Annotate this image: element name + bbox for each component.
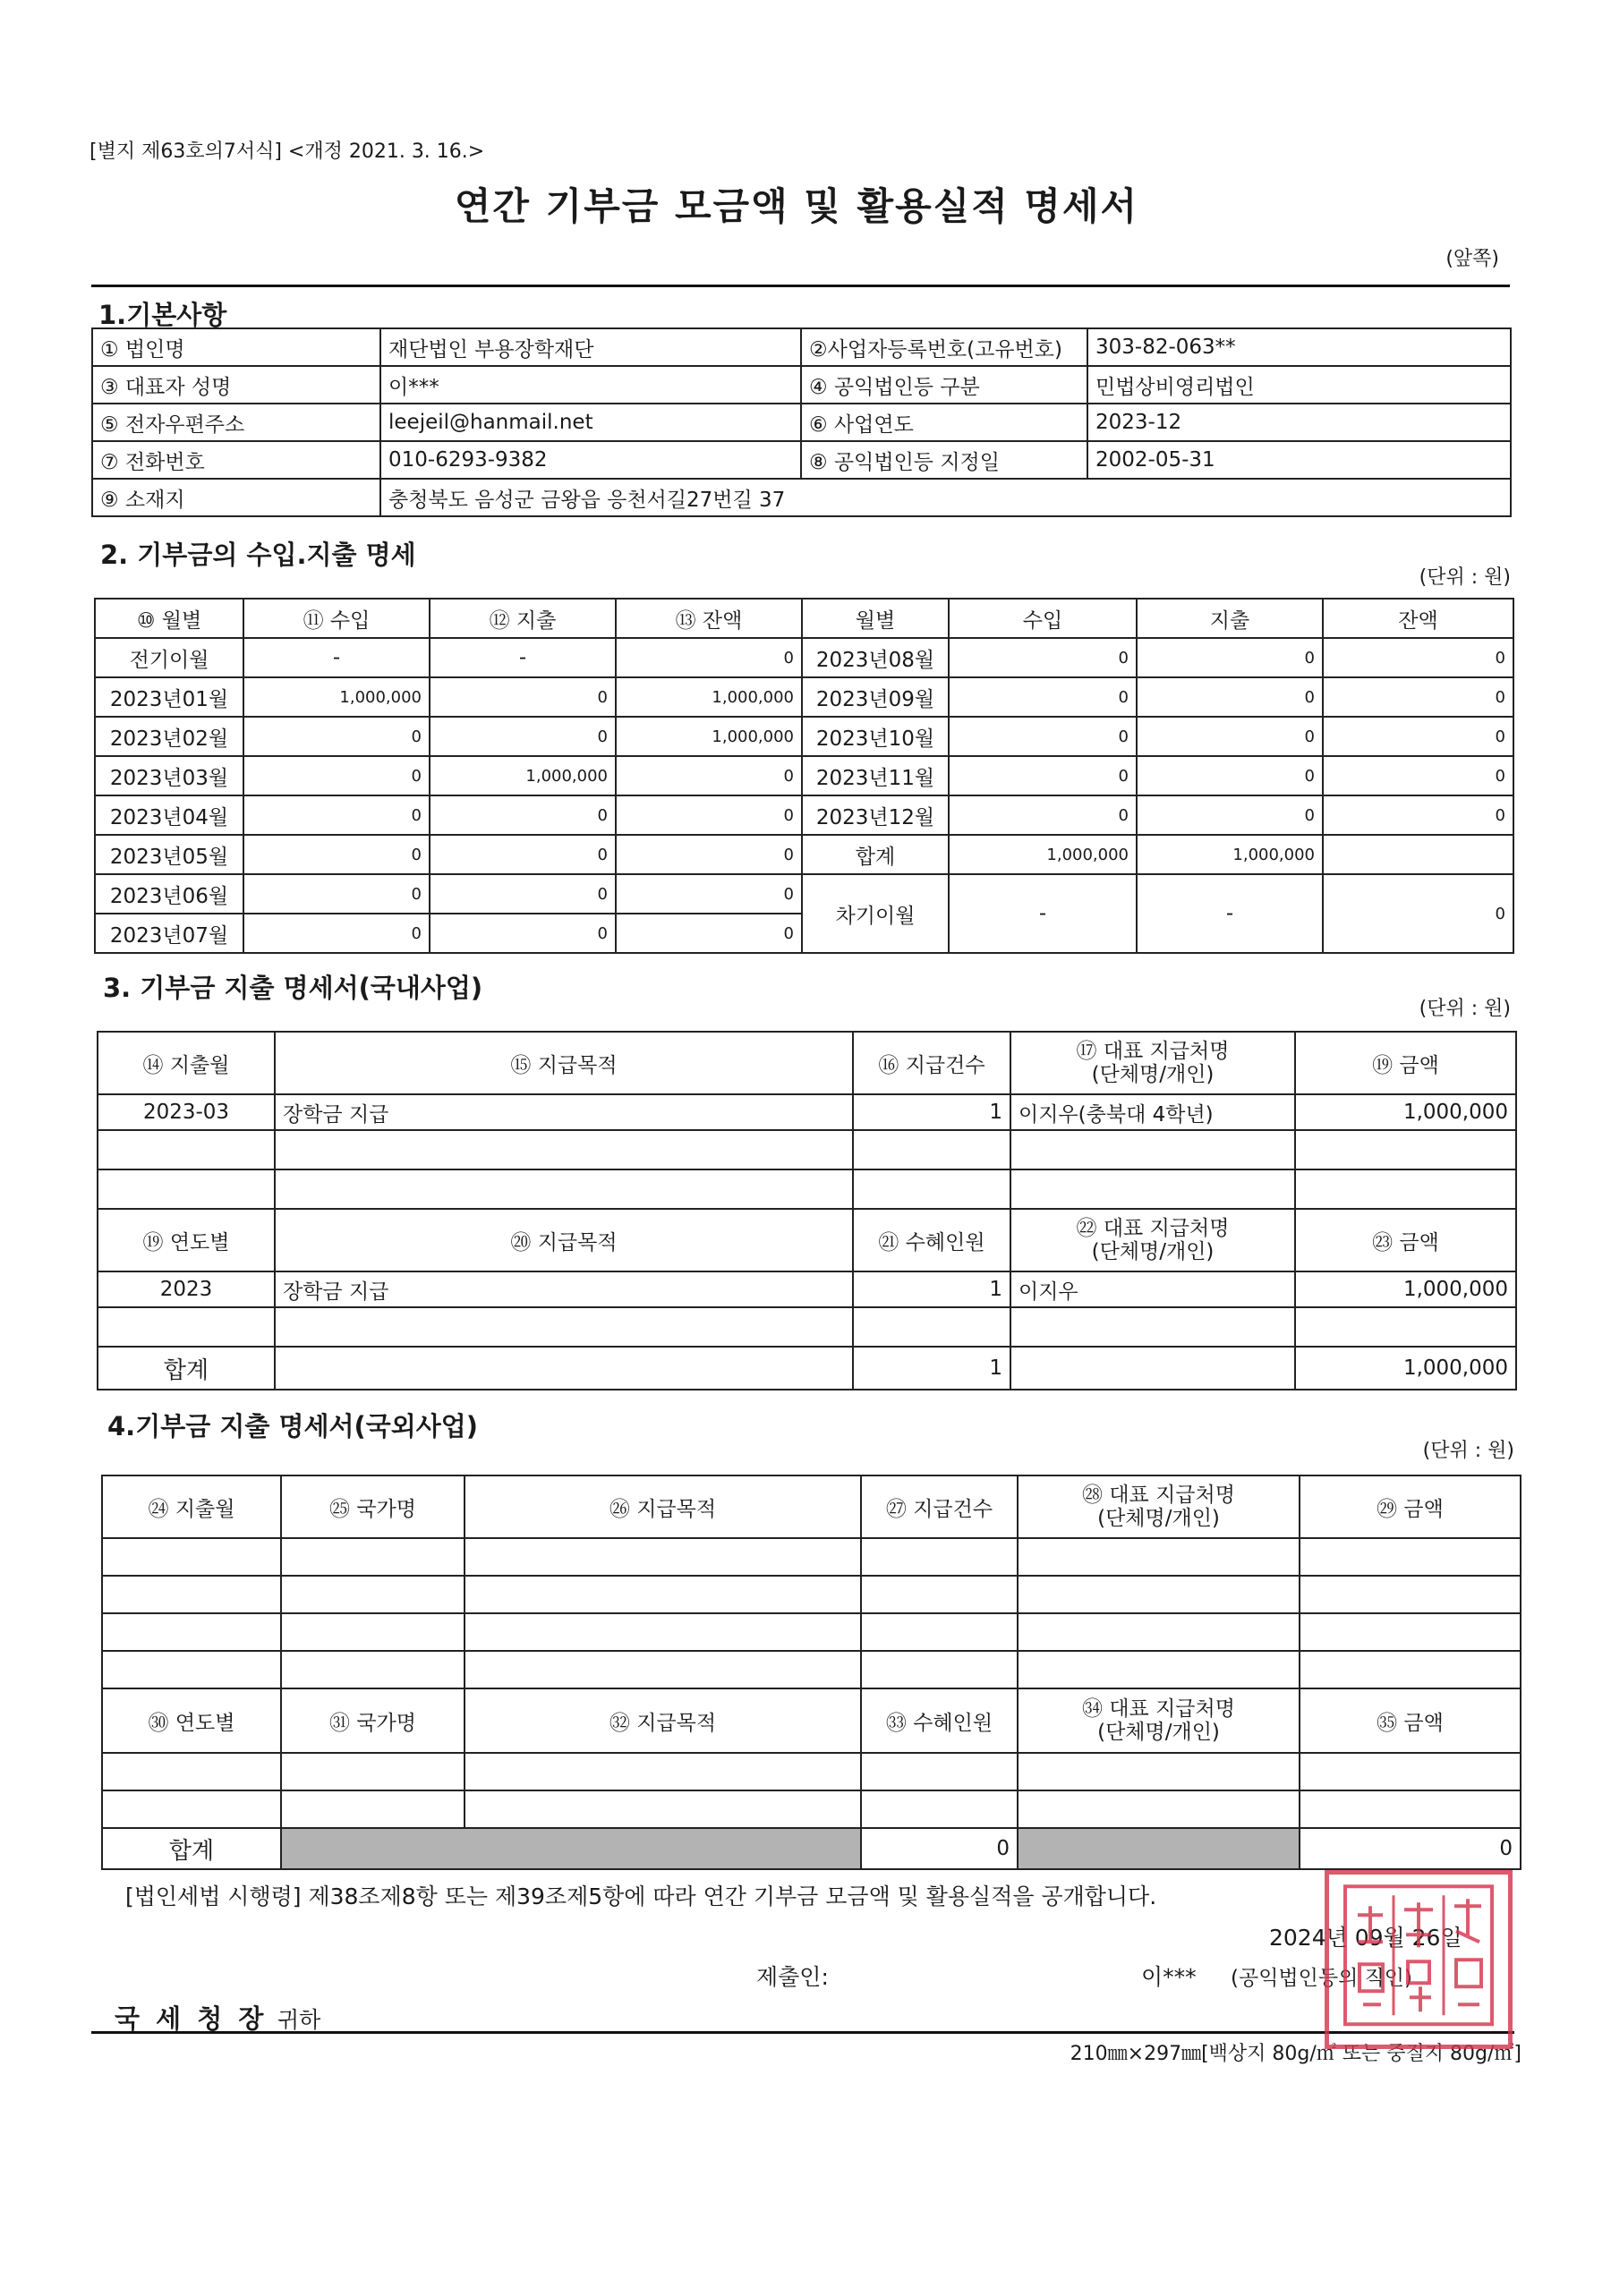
expense-cell: 0 [430, 914, 616, 953]
col-payment-count: ㉗ 지급건수 [861, 1475, 1018, 1538]
expense-cell: 0 [430, 795, 616, 835]
table-row [95, 756, 1513, 795]
value-representative: 이*** [380, 366, 801, 404]
table-row [98, 1130, 1516, 1169]
table-header-row [102, 1688, 1521, 1753]
balance-cell: 0 [616, 638, 802, 677]
shaded-cell [1018, 1828, 1300, 1869]
overseas-expense-table [101, 1475, 1522, 1870]
month-cell: 2023년04월 [95, 795, 243, 835]
payee-cell: 이지우 [1010, 1271, 1295, 1307]
income-cell: 0 [243, 914, 430, 953]
income-cell: 0 [243, 717, 430, 756]
year-cell: 2023 [98, 1271, 275, 1307]
col-amount: ㉟ 금액 [1300, 1688, 1521, 1753]
document-title: 연간 기부금 모금액 및 활용실적 명세서 [454, 184, 1139, 228]
value-email: leejeil@hanmail.net [380, 404, 801, 441]
balance-cell: 0 [1323, 756, 1513, 795]
col-year: ⑲ 연도별 [98, 1209, 275, 1271]
income-cell: - [243, 638, 430, 677]
table-header-row [102, 1475, 1521, 1538]
expense-cell: 0 [1137, 756, 1323, 795]
label-representative: ③ 대표자 성명 [92, 366, 380, 404]
table-row [95, 835, 1513, 874]
bottom-rule [91, 2031, 1514, 2034]
col-payment-count: ⑯ 지급건수 [853, 1032, 1010, 1094]
balance-cell: 0 [1323, 795, 1513, 835]
expense-cell: 0 [1137, 677, 1323, 717]
col-income: ⑪ 수입 [243, 599, 430, 638]
col-payee [1018, 1475, 1300, 1538]
total-row [102, 1828, 1521, 1869]
carry-expense: - [1137, 874, 1323, 953]
seal-note: (공익법인등의 직인) [1231, 1967, 1413, 1990]
table-row [92, 404, 1511, 441]
month-cell: 2023년07월 [95, 914, 243, 953]
balance-cell: 0 [1323, 677, 1513, 717]
balance-cell: 1,000,000 [616, 717, 802, 756]
col-balance: ⑬ 잔액 [616, 599, 802, 638]
value-designation-date: 2002-05-31 [1087, 441, 1511, 479]
balance-cell: 0 [1323, 638, 1513, 677]
payment-count-cell: 1 [853, 1094, 1010, 1130]
month-cell: 2023년05월 [95, 835, 243, 874]
col-expense-month: ㉔ 지출월 [102, 1475, 281, 1538]
section-1-heading: 1.기본사항 [98, 300, 227, 330]
month-cell: 2023년06월 [95, 874, 243, 914]
col-balance-2: 잔액 [1323, 599, 1513, 638]
table-row [102, 1790, 1521, 1828]
month-cell: 전기이월 [95, 638, 243, 677]
month-cell: 2023년02월 [95, 717, 243, 756]
shaded-cell [281, 1828, 861, 1869]
col-income-2: 수입 [949, 599, 1137, 638]
domestic-expense-table [97, 1031, 1517, 1390]
total-amount: 0 [1300, 1828, 1521, 1869]
honorific: 귀하 [277, 2007, 321, 2033]
carry-balance: 0 [1323, 874, 1513, 953]
expense-cell: 0 [430, 874, 616, 914]
col-beneficiaries: ㉑ 수혜인원 [853, 1209, 1010, 1271]
month-cell: 2023년08월 [802, 638, 949, 677]
month-cell: 2023년09월 [802, 677, 949, 717]
col-amount: ⑲ 금액 [1295, 1032, 1516, 1094]
table-row [102, 1576, 1521, 1613]
section-2-unit: (단위 : 원) [1419, 566, 1511, 589]
month-cell: 2023년10월 [802, 717, 949, 756]
table-row [95, 638, 1513, 677]
value-business-no: 303-82-063** [1087, 328, 1511, 366]
table-row [98, 1307, 1516, 1347]
carry-label: 차기이월 [802, 874, 949, 953]
col-payee-line2: (단체명/개인) [1097, 1507, 1220, 1530]
label-address: ⑨ 소재지 [92, 479, 380, 516]
month-cell: 2023년12월 [802, 795, 949, 835]
page-side-label: (앞쪽) [1445, 248, 1499, 270]
expense-cell: 0 [1137, 795, 1323, 835]
total-amount: 1,000,000 [1295, 1347, 1516, 1390]
col-purpose: ㉜ 지급목적 [465, 1688, 861, 1753]
top-rule [91, 285, 1510, 287]
table-row [92, 328, 1511, 366]
expense-cell: 1,000,000 [430, 756, 616, 795]
paper-spec: 210㎜×297㎜[백상지 80g/㎡ 또는 중질지 80g/㎡] [1070, 2043, 1522, 2065]
table-row [95, 874, 1513, 914]
balance-cell: 0 [616, 914, 802, 953]
col-payee-line2: (단체명/개인) [1091, 1240, 1215, 1263]
month-cell: 2023년03월 [95, 756, 243, 795]
total-label: 합계 [102, 1828, 281, 1869]
value-fiscal-year: 2023-12 [1087, 404, 1511, 441]
month-cell: 2023년11월 [802, 756, 949, 795]
label-email: ⑤ 전자우편주소 [92, 404, 380, 441]
total-count: 0 [861, 1828, 1018, 1869]
col-beneficiaries: ㉝ 수혜인원 [861, 1688, 1018, 1753]
label-corp-type: ④ 공익법인등 구분 [801, 366, 1087, 404]
expense-cell: 0 [1137, 717, 1323, 756]
col-country: ㉕ 국가명 [281, 1475, 465, 1538]
table-row [102, 1538, 1521, 1576]
col-amount: ㉙ 금액 [1300, 1475, 1521, 1538]
col-country: ㉛ 국가명 [281, 1688, 465, 1753]
balance-cell: 0 [1323, 717, 1513, 756]
col-year: ㉚ 연도별 [102, 1688, 281, 1753]
col-month-2: 월별 [802, 599, 949, 638]
balance-cell: 0 [616, 835, 802, 874]
section-4-heading: 4.기부금 지출 명세서(국외사업) [107, 1411, 479, 1441]
income-cell: 0 [243, 756, 430, 795]
table-row [98, 1169, 1516, 1209]
balance-cell: 0 [616, 756, 802, 795]
col-purpose: ⑮ 지급목적 [275, 1032, 853, 1094]
col-payee [1010, 1032, 1295, 1094]
table-row [102, 1753, 1521, 1790]
col-payee-line1: ㉘ 대표 지급처명 [1082, 1483, 1235, 1507]
submitter-name: 이*** [1141, 1964, 1197, 1990]
col-payee-line1: ⑰ 대표 지급처명 [1076, 1039, 1230, 1063]
col-amount: ㉓ 금액 [1295, 1209, 1516, 1271]
submitter-label: 제출인: [756, 1964, 829, 1990]
submission-date: 2024년 09월 26일 [1269, 1925, 1462, 1951]
section-2-heading: 2. 기부금의 수입.지출 명세 [100, 540, 416, 570]
total-label: 합계 [802, 835, 949, 874]
month-cell: 2023년01월 [95, 677, 243, 717]
table-row [95, 717, 1513, 756]
corporate-seal [1325, 1870, 1513, 2049]
amount-cell: 1,000,000 [1295, 1271, 1516, 1307]
income-cell: 0 [949, 717, 1137, 756]
col-payee-line2: (단체명/개인) [1097, 1721, 1220, 1744]
table-row [92, 366, 1511, 404]
table-header-row [98, 1032, 1516, 1094]
section-3-unit: (단위 : 원) [1419, 998, 1511, 1020]
col-purpose: ⑳ 지급목적 [275, 1209, 853, 1271]
value-address: 충청북도 음성군 금왕읍 응천서길27번길 37 [380, 479, 1511, 516]
income-cell: 0 [949, 756, 1137, 795]
col-expense: ⑫ 지출 [430, 599, 616, 638]
legal-statement: [법인세법 시행령] 제38조제8항 또는 제39조제5항에 따라 연간 기부금 모금액 및 활용실적을 공개합니다. [125, 1884, 1157, 1909]
table-header-row [95, 599, 1513, 638]
col-expense-2: 지출 [1137, 599, 1323, 638]
table-row [98, 1094, 1516, 1130]
income-cell: 1,000,000 [243, 677, 430, 717]
income-cell: 0 [243, 795, 430, 835]
balance-cell: 1,000,000 [616, 677, 802, 717]
total-label: 합계 [98, 1347, 275, 1390]
beneficiaries-cell: 1 [853, 1271, 1010, 1307]
expense-cell: 0 [430, 717, 616, 756]
payee-cell: 이지우(충북대 4학년) [1010, 1094, 1295, 1130]
amount-cell: 1,000,000 [1295, 1094, 1516, 1130]
income-expense-table [94, 598, 1514, 954]
expense-total: 1,000,000 [1137, 835, 1323, 874]
col-purpose: ㉖ 지급목적 [465, 1475, 861, 1538]
table-row [102, 1651, 1521, 1688]
expense-cell: 0 [430, 835, 616, 874]
label-business-no: ②사업자등록번호(고유번호) [801, 328, 1087, 366]
form-number: [별지 제63호의7서식] <개정 2021. 3. 16.> [90, 140, 485, 163]
col-payee [1010, 1209, 1295, 1271]
purpose-cell: 장학금 지급 [275, 1271, 853, 1307]
col-month: ⑩ 월별 [95, 599, 243, 638]
basic-info-table [91, 327, 1512, 517]
seal-mark-icon [1329, 1879, 1508, 2040]
table-row [95, 677, 1513, 717]
section-4-unit: (단위 : 원) [1422, 1440, 1514, 1462]
carry-income: - [949, 874, 1137, 953]
section-3-heading: 3. 기부금 지출 명세서(국내사업) [103, 973, 483, 1003]
total-count: 1 [853, 1347, 1010, 1390]
label-corp-name: ① 법인명 [92, 328, 380, 366]
table-row [92, 441, 1511, 479]
balance-total [1323, 835, 1513, 874]
value-corp-type: 민법상비영리법인 [1087, 366, 1511, 404]
label-phone: ⑦ 전화번호 [92, 441, 380, 479]
table-row [95, 795, 1513, 835]
col-expense-month: ⑭ 지출월 [98, 1032, 275, 1094]
label-designation-date: ⑧ 공익법인등 지정일 [801, 441, 1087, 479]
col-payee-line2: (단체명/개인) [1091, 1063, 1215, 1086]
income-cell: 0 [949, 638, 1137, 677]
value-phone: 010-6293-9382 [380, 441, 801, 479]
table-row [98, 1271, 1516, 1307]
expense-cell: 0 [430, 677, 616, 717]
balance-cell: 0 [616, 874, 802, 914]
table-row [102, 1613, 1521, 1651]
income-cell: 0 [243, 874, 430, 914]
expense-cell: 0 [1137, 638, 1323, 677]
expense-cell: - [430, 638, 616, 677]
seal-glyph-icon [1338, 1879, 1499, 2031]
table-row [92, 479, 1511, 516]
col-payee-line1: ㉒ 대표 지급처명 [1076, 1216, 1230, 1240]
value-corp-name: 재단법인 부용장학재단 [380, 328, 801, 366]
table-header-row [98, 1209, 1516, 1271]
purpose-cell: 장학금 지급 [275, 1094, 853, 1130]
label-fiscal-year: ⑥ 사업연도 [801, 404, 1087, 441]
total-row [98, 1347, 1516, 1390]
col-payee [1018, 1688, 1300, 1753]
income-cell: 0 [949, 677, 1137, 717]
income-cell: 0 [243, 835, 430, 874]
income-total: 1,000,000 [949, 835, 1137, 874]
balance-cell: 0 [616, 795, 802, 835]
recipient: 국 세 청 장 [115, 2003, 268, 2034]
col-payee-line1: ㉞ 대표 지급처명 [1082, 1696, 1235, 1721]
income-cell: 0 [949, 795, 1137, 835]
expense-month-cell: 2023-03 [98, 1094, 275, 1130]
